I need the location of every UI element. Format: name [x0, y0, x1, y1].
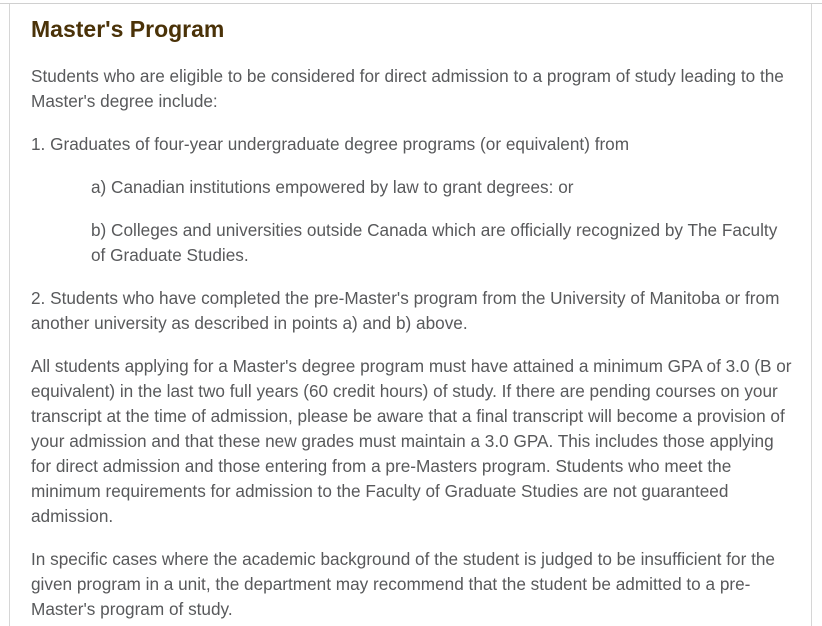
top-divider [0, 3, 822, 4]
left-border [9, 4, 10, 626]
eligibility-item-1: 1. Graduates of four-year undergraduate degree programs (or equivalent) from [31, 134, 630, 154]
masters-program-section [31, 14, 793, 622]
section-title: Master's Program [31, 16, 225, 42]
gpa-requirement-paragraph: All students applying for a Master's degree program must have attained a minimum GPA of 3.0 (B or equivalent) in the last two full years (60 credit hours) of study. If there are pending courses on your transcript at the time of admission, please be aware that a final transcript will become a provision of your admission and that these new grades must maintain a 3.0 GPA. This includes those applying for direct admission and those entering from a pre-Masters program. Students who meet the minimum requirements for admission to the Faculty of Graduate Studies are not guaranteed admission. [31, 356, 792, 526]
eligibility-item-1a: a) Canadian institutions empowered by law to grant degrees: or [91, 177, 574, 197]
pre-masters-paragraph: In specific cases where the academic background of the student is judged to be insufficient for the given program in a unit, the department may recommend that the student be admitted to a pre-Master's program of study. [31, 549, 775, 619]
eligibility-item-2: 2. Students who have completed the pre-Master's program from the University of Manitoba or from another university as described in points a) and b) above. [31, 288, 780, 333]
right-border [811, 4, 812, 626]
eligibility-item-1b: b) Colleges and universities outside Canada which are officially recognized by The Faculty of Graduate Studies. [91, 220, 778, 265]
intro-paragraph: Students who are eligible to be considered for direct admission to a program of study leading to the Master's degree include: [31, 66, 784, 111]
